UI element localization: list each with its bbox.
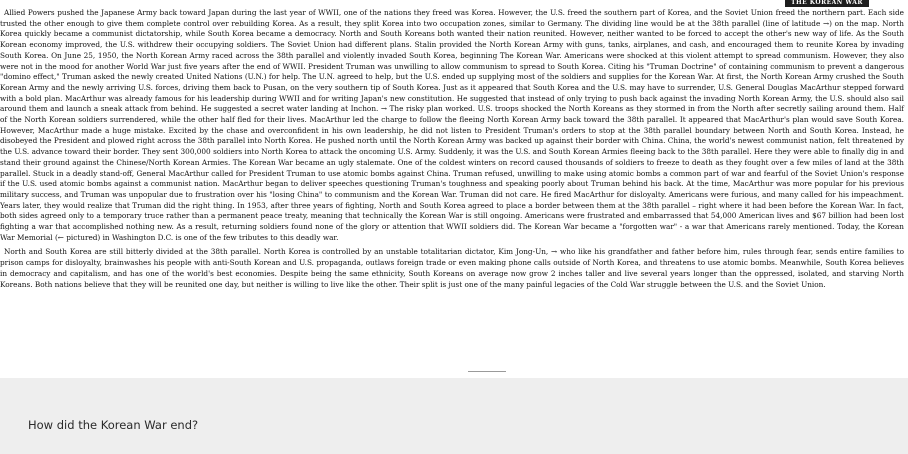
reading-paragraph-history: Allied Powers pushed the Japanese Army back toward Japan during the last year of WWII, one of the nations they freed was Korea. However, the U.S. freed the southern part of Korea, and the Soviet Union freed the northern part. Each side trusted the other enough to give them complete control over rebuilding Korea. As a result, they split Korea into two occupation zones, similar to Germany. The dividing line would be at the 38th parallel (line of latitude →) on the map. North Korea quickly became a communist dictatorship, while South Korea became a democracy. North and South Koreans both wanted their nation reunited. However, neither wanted to be forced to accept the other's new way of life. As the South Korean economy improved, the U.S. withdrew their occupying soldiers. The Soviet Union had different plans. Stalin provided the North Korean Army with guns, tanks, airplanes, and cash, and encouraged them to reunite Korea by invading South Korea. On June 25, 1950, the North Korean Army raced across the 38th parallel and violently invaded South Korea, beginning The Korean War. Americans were shocked at this violent attempt to spread communism. However, they also were not in the mood for another World War just five years after the end of WWII. President Truman was unwilling to allow communism to spread to South Korea. Citing his "Truman Doctrine" of containing communism to prevent a dangerous "domino effect," Truman asked the newly created United Nations (U.N.) for help. The U.N. agreed to help, but the U.S. ended up supplying most of the soldiers and supplies for the Korean War. At first, the North Korean Army crushed the South Korean Army and the newly arriving U.S. forces, driving them back to Pusan, on the very southern tip of South Korea. Just as it appeared that South Korea and the U.S. may have to surrender, U.S. General Douglas MacArthur stepped forward with a bold plan. MacArthur was already famous for his leadership during WWII and for writing Japan's new constitution. He suggested that instead of only trying to push back against the invading North Korean Army, the U.S. should also sail around them and launch a sneak attack from behind. He suggested a secret water landing at Inchon. → The risky plan worked. U.S. troops shocked the North Koreans as they stormed in from the North after secretly sailing around them. Half of the North Korean soldiers surrendered, while the other half fled for their lives. MacArthur led the charge to follow the fleeing North Korean Army back toward the 38th parallel. It appeared that MacArthur's plan would save South Korea. However, MacArthur made a huge mistake. Excited by the chase and overconfident in his own leadership, he did not listen to President Truman's orders to stop at the 38th parallel boundary between North and South Korea. Instead, he disobeyed the President and plowed right across the 38th parallel into North Korea. He pushed north until the North Korean Army was backed up against their border with China. China, the world's newest communist nation, felt threatened by the U.S. advance toward their border. They sent 300,000 soldiers into North Korea to attack the oncoming U.S. Army. Suddenly, it was the U.S. and South Korean Armies fleeing back to the 38th parallel. Here they were able to finally dig in and stand their ground against the Chinese/North Korean Armies. The Korean War became an ugly stalemate. One of the coldest winters on record caused thousands of soldiers to freeze to death as they fought over a few miles of land at the 38th parallel. Stuck in a deadly stand-off, General MacArthur called for President Truman to use atomic bombs against China. Truman refused, unwilling to make using atomic bombs a common part of war and fearful of the Soviet Union's response if the U.S. used atomic bombs against a communist nation. MacArthur began to deliver speeches questioning Truman's toughness and speaking poorly about Truman behind his back. At the time, MacArthur was more popular for his previous military success, and Truman was unpopular due to frustration over his "losing China" to communism and the Korean War. Truman did not care. He fired MacArthur for disloyalty. Americans were furious, and many called for his impeachment. Years later, they would realize that Truman did the right thing. In 1953, after three years of fighting, North and South Korea agreed to place a border between them at the 38th parallel – right where it had been before the Korean War. In fact, both sides agreed only to a temporary truce rather than a permanent peace treaty, meaning that technically the Korean War is still ongoing. Americans were frustrated and embarrassed that 54,000 American lives and $67 billion had been lost fighting a war that accomplished nothing new. As a result, returning soldiers found none of the glory or attention that WWII soldiers did. The Korean War became a "forgotten war" - a war that Americans rarely mentioned. Today, the Korean War Memorial (← pictured) in Washington D.C. is one of the few tributes to this deadly war. [0, 8, 904, 242]
document-header [0, 0, 908, 8]
document-title: THE KOREAN WAR [785, 0, 869, 7]
reading-paragraph-today: North and South Korea are still bitterly divided at the 38th parallel. North Korea is controlled by an unstable totalitarian dictator, Kim Jong-Un, → who like his grandfather and father before him, rules through fear, sends entire families to prison camps for disloyalty, brainwashes his people with anti-South Korean and U.S. propaganda, outlaws foreign trade or even making phone calls outside of North Korea, and threatens to use atomic bombs. Meanwhile, South Korea believes in democracy and capitalism, and has one of the world's best economies. Despite being the same ethnicity, South Koreans on average now grow 2 inches taller and live several years longer than the oppressed, isolated, and starving North Koreans. Both nations believe that they will be reunited one day, but neither is willing to live like the other. Their split is just one of the many painful legacies of the Cold War struggle between the U.S. and the Soviet Union. [0, 247, 904, 289]
reading-passage [0, 8, 908, 356]
question-prompt: How did the Korean War end? [28, 418, 199, 432]
question-panel [0, 378, 908, 454]
section-divider [468, 371, 506, 372]
